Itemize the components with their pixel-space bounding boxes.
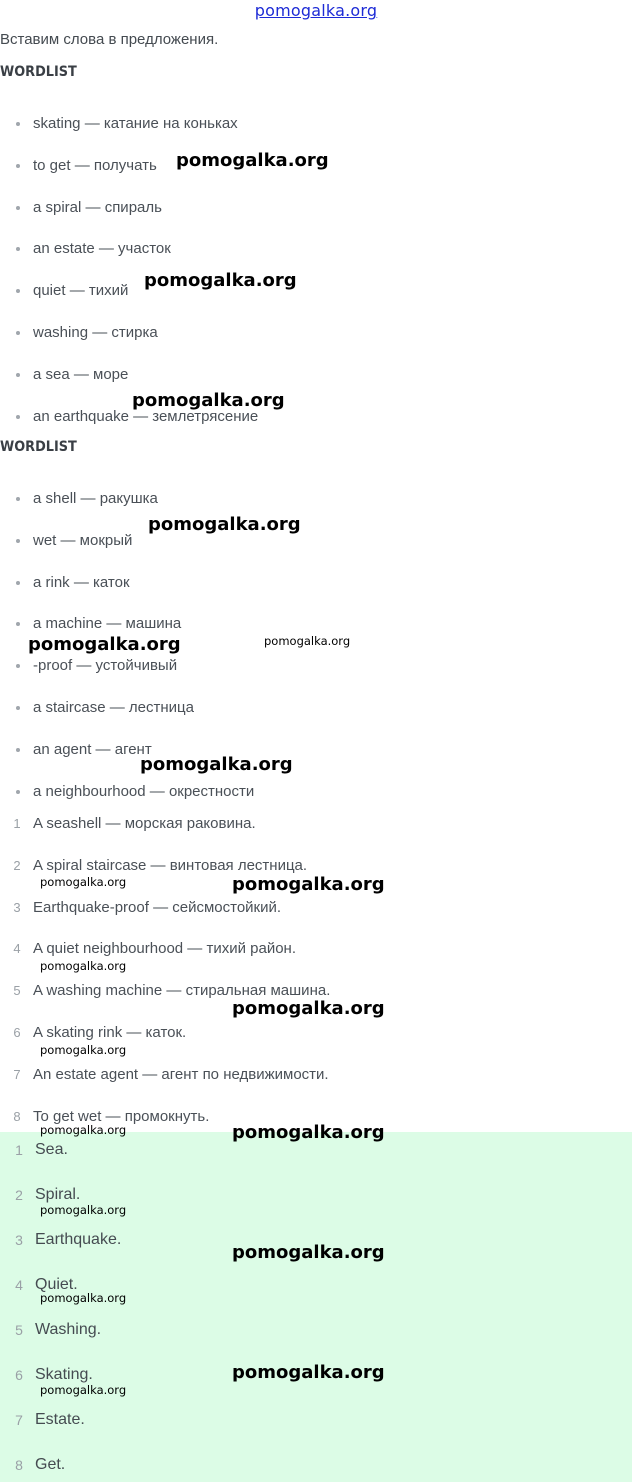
watermark: pomogalka.org [40, 1203, 127, 1217]
watermark: pomogalka.org [232, 1122, 385, 1143]
bullet-icon [16, 164, 20, 168]
item-number: 4 [13, 941, 21, 957]
phrase-item-text: Earthquake-proof — сейсмостойкий. [33, 898, 282, 916]
wordlist-item-text: an earthquake — землетрясение [33, 407, 259, 425]
item-number: 6 [15, 1367, 23, 1383]
bullet-icon [16, 790, 20, 794]
item-number: 3 [13, 899, 21, 915]
intro-text: Вставим слова в предложения. [0, 31, 219, 48]
item-number: 1 [15, 1142, 23, 1158]
wordlist-item-text: an estate — участок [33, 240, 171, 258]
item-number: 4 [15, 1277, 23, 1293]
watermark: pomogalka.org [40, 1123, 127, 1137]
item-number: 7 [13, 1066, 21, 1082]
wordlist-item-text: skating — катание на коньках [33, 115, 238, 132]
answers-panel [0, 1132, 632, 1482]
item-number: 8 [13, 1108, 21, 1124]
wordlist-item-text: a rink — каток [33, 573, 130, 591]
watermark: pomogalka.org [40, 875, 127, 889]
item-number: 3 [15, 1232, 23, 1248]
bullet-icon [16, 289, 20, 293]
item-number: 5 [13, 983, 21, 999]
wordlist-item-text: a spiral — спираль [33, 198, 162, 216]
bullet-icon [16, 122, 20, 126]
wordlist-heading-2: WORDLIST [0, 439, 77, 455]
wordlist-item-text: quiet — тихий [33, 282, 129, 300]
phrase-item-text: To get wet — промокнуть. [33, 1107, 210, 1125]
watermark: pomogalka.org [232, 874, 385, 895]
fill-answer-text: Earthquake. [35, 1231, 122, 1248]
bullet-icon [16, 748, 20, 752]
phrase-item-text: A washing machine — стиральная машина. [33, 982, 331, 1000]
phrase-item-text: A quiet neighbourhood — тихий район. [33, 940, 296, 958]
watermark: pomogalka.org [148, 514, 301, 535]
item-number: 7 [15, 1412, 23, 1428]
wordlist-heading-1: WORDLIST [0, 64, 77, 80]
phrase-item-text: A spiral staircase — винтовая лестница. [33, 856, 308, 874]
fill-answer-text: Estate. [35, 1411, 85, 1428]
wordlist-item-text: washing — стирка [33, 324, 158, 341]
bullet-icon [16, 415, 20, 419]
phrase-item-text: A skating rink — каток. [33, 1024, 187, 1041]
bullet-icon [16, 247, 20, 251]
wordlist-item-text: a shell — ракушка [33, 490, 158, 507]
fill-answer-text: Spiral. [35, 1186, 81, 1203]
watermark: pomogalka.org [40, 1043, 127, 1057]
wordlist-item-text: -proof — устойчивый [33, 657, 178, 675]
wordlist-item-text: a machine — машина [33, 615, 182, 633]
bullet-icon [16, 331, 20, 335]
item-number: 1 [13, 816, 21, 831]
bullet-icon [16, 664, 20, 668]
bullet-icon [16, 373, 20, 377]
wordlist-item-text: an agent — агент [33, 740, 152, 758]
watermark: pomogalka.org [40, 959, 127, 973]
wordlist-item-text: a staircase — лестница [33, 699, 194, 716]
watermark: pomogalka.org [132, 390, 285, 411]
watermark: pomogalka.org [176, 150, 329, 171]
watermark: pomogalka.org [232, 998, 385, 1019]
item-number: 2 [15, 1187, 23, 1203]
watermark: pomogalka.org [232, 1362, 385, 1383]
item-number: 2 [13, 857, 21, 873]
item-number: 8 [15, 1457, 23, 1473]
watermark: pomogalka.org [40, 1383, 127, 1397]
phrase-item-text: An estate agent — агент по недвижимости. [33, 1065, 329, 1083]
bullet-icon [16, 706, 20, 710]
wordlist-item-text: a sea — море [33, 365, 129, 383]
watermark: pomogalka.org [232, 1242, 385, 1263]
item-number: 5 [15, 1322, 23, 1338]
watermark: pomogalka.org [144, 270, 297, 291]
phrase-item-text: A seashell — морская раковина. [33, 815, 256, 832]
bullet-icon [16, 206, 20, 210]
fill-answer-text: Skating. [35, 1366, 93, 1383]
item-number: 6 [13, 1025, 21, 1040]
watermark: pomogalka.org [40, 1291, 127, 1305]
wordlist-item-text: to get — получать [33, 156, 157, 174]
watermark: pomogalka.org [264, 634, 351, 648]
bullet-icon [16, 581, 20, 585]
bullet-icon [16, 622, 20, 626]
wordlist-item-text: a neighbourhood — окрестности [33, 782, 255, 800]
watermark: pomogalka.org [140, 754, 293, 775]
bullet-icon [16, 539, 20, 543]
wordlist-item-text: wet — мокрый [33, 531, 133, 549]
bullet-icon [16, 497, 20, 501]
watermark: pomogalka.org [28, 634, 181, 655]
site-link[interactable]: pomogalka.org [254, 1, 378, 20]
fill-answer-text: Get. [35, 1456, 66, 1473]
fill-answer-text: Sea. [35, 1141, 68, 1158]
fill-answer-text: Quiet. [35, 1276, 78, 1293]
fill-answer-text: Washing. [35, 1321, 102, 1338]
